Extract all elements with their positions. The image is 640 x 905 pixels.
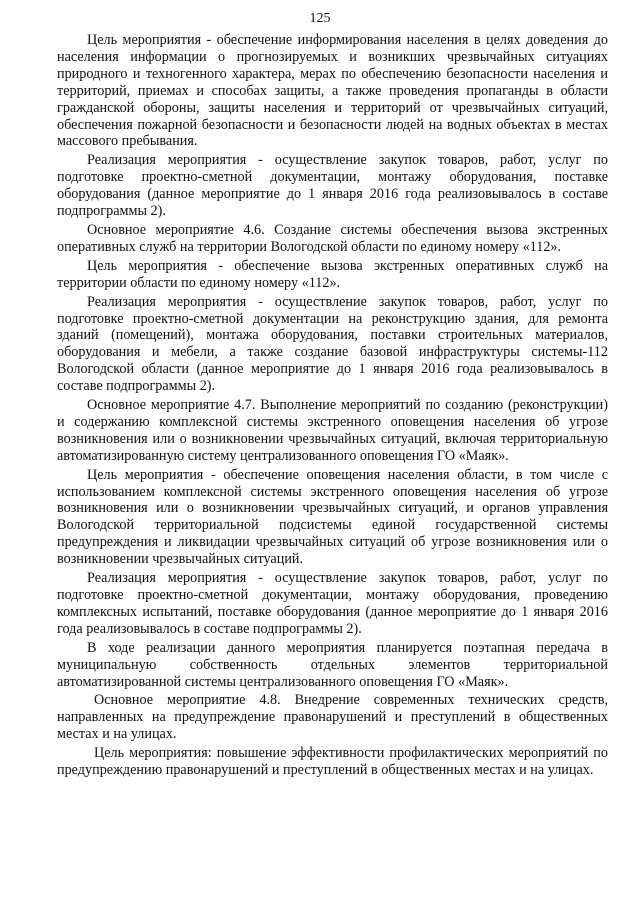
page-number: 125 <box>309 11 331 26</box>
paragraph-implementation-alerting: Реализация мероприятия - осуществление закупок товаров, работ, услуг по подготовке проектно-сметной документации, монтажу оборудования, проведению комплексных испытаний, поставке оборудования (данное мероприятие до 1 января 2016 года реализовывалось в составе подпрограммы 2). <box>57 570 608 637</box>
paragraph-measure-4-8: Основное мероприятие 4.8. Внедрение современных технических средств, направленных на предупреждение правонарушений и преступлений в общественных местах и на улицах. <box>57 692 608 743</box>
paragraph-implementation-112: Реализация мероприятия - осуществление закупок товаров, работ, услуг по подготовке проектно-сметной документации на реконструкцию здания, для ремонта зданий (помещений), монтажа оборудования, поставки строительных материалов, оборудования и мебели, а также создание базовой инфраструктуры системы-112 Вологодской области (данное мероприятие до 1 января 2016 года реализовывалось в составе подпрограммы 2). <box>57 293 608 395</box>
paragraph-goal-112: Цель мероприятия - обеспечение вызова экстренных оперативных служб на территории области по единому номеру «112». <box>57 257 608 291</box>
paragraph-goal-alerting: Цель мероприятия - обеспечение оповещения населения области, в том числе с использованием комплексной системы экстренного оповещения населения об угрозе возникновения или о возникновении чрезвычайных ситуаций, и органов управления Вологодской территориальной подсистемы единой государственной системы предупреждения и ликвидации чрезвычайных ситуаций об угрозе возникновения или о возникновении чрезвычайных ситуаций. <box>57 466 608 568</box>
body-text <box>57 32 608 781</box>
paragraph-goal-informing: Цель мероприятия - обеспечение информирования населения в целях доведения до населения информации о прогнозируемых и возникших чрезвычайных ситуациях природного и техногенного характера, мерах по обеспечению безопасности населения и территорий, приемах и способах защиты, а также проведения пропаганды в области гражданской обороны, защиты населения и территорий от чрезвычайных ситуаций, обеспечения пожарной безопасности и безопасности людей на водных объектах в местах массового пребывания. <box>57 32 608 150</box>
paragraph-measure-4-6: Основное мероприятие 4.6. Создание системы обеспечения вызова экстренных оперативных служб на территории Вологодской области по единому номеру «112». <box>57 221 608 255</box>
paragraph-goal-prevention: Цель мероприятия: повышение эффективности профилактических мероприятий по предупреждению правонарушений и преступлений в общественных местах и на улицах. <box>57 745 608 779</box>
paragraph-implementation-informing: Реализация мероприятия - осуществление закупок товаров, работ, услуг по подготовке проектно-сметной документации, монтажу оборудования, поставке оборудования (данное мероприятие до 1 января 2016 года реализовывалось в составе подпрограммы 2). <box>57 152 608 220</box>
paragraph-measure-4-7: Основное мероприятие 4.7. Выполнение мероприятий по созданию (реконструкции) и содержанию комплексной системы экстренного оповещения населения об угрозе возникновения или о возникновении чрезвычайных ситуаций, включая территориальную автоматизированную систему централизованного оповещения ГО «Маяк». <box>57 397 608 464</box>
paragraph-transfer-mayak: В ходе реализации данного мероприятия планируется поэтапная передача в муниципальную собственность отдельных элементов территориальной автоматизированной системы централизованного оповещения ГО «Маяк». <box>57 639 608 690</box>
